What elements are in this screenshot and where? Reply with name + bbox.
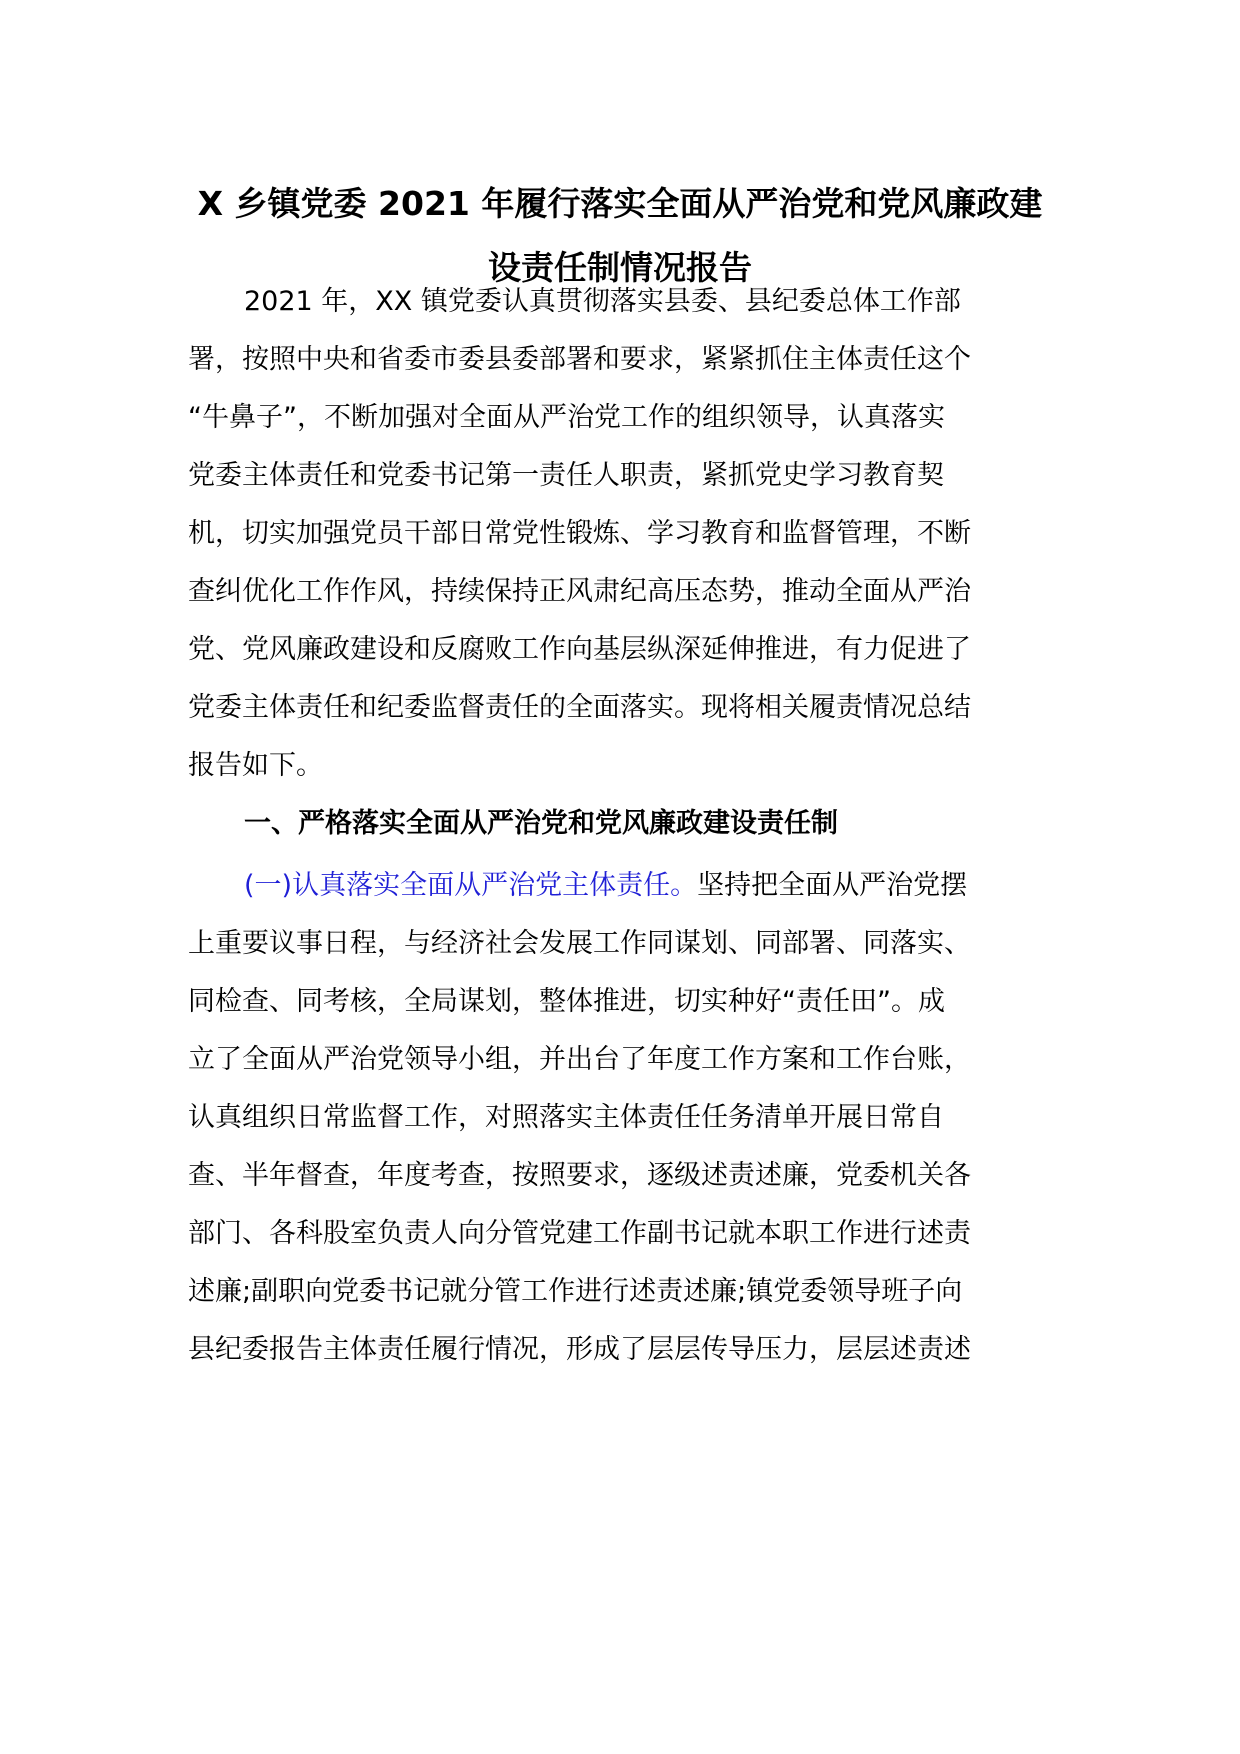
subsection-1-line: 立了全面从严治党领导小组，并出台了年度工作方案和工作台账， [188, 1044, 971, 1075]
subsection-1-first-line [244, 866, 967, 906]
title-line-2: 设责任制情况报告 [488, 248, 752, 287]
section-1-heading: 一、严格落实全面从严治党和党风廉政建设责任制 [244, 808, 838, 839]
intro-line: 党、党风廉政建设和反腐败工作向基层纵深延伸推进，有力促进了 [188, 634, 971, 665]
subsection-1-first-rest: 坚持把全面从严治党摆 [697, 870, 968, 901]
intro-line: 查纠优化工作作风，持续保持正风肃纪高压态势，推动全面从严治 [188, 576, 971, 607]
intro-line: 2021 年，XX 镇党委认真贯彻落实县委、县纪委总体工作部 [244, 286, 961, 317]
intro-line: 党委主体责任和纪委监督责任的全面落实。现将相关履责情况总结 [188, 692, 971, 723]
intro-line: 报告如下。 [188, 750, 323, 781]
subsection-1-line: 查、半年督查，年度考查，按照要求，逐级述责述廉，党委机关各 [188, 1160, 971, 1191]
subsection-1-line: 县纪委报告主体责任履行情况，形成了层层传导压力，层层述责述 [188, 1334, 971, 1365]
subsection-1-line: 部门、各科股室负责人向分管党建工作副书记就本职工作进行述责 [188, 1218, 971, 1249]
subsection-1-line: 述廉;副职向党委书记就分管工作进行述责述廉;镇党委领导班子向 [188, 1276, 963, 1307]
document-title [150, 172, 1090, 300]
title-line-1: X 乡镇党委 2021 年履行落实全面从严治党和党风廉政建 [197, 184, 1043, 223]
subsection-1-title: (一)认真落实全面从严治党主体责任。 [244, 870, 698, 901]
subsection-1-line: 同检查、同考核，全局谋划，整体推进，切实种好“责任田”。成 [188, 986, 945, 1017]
intro-line: 机，切实加强党员干部日常党性锻炼、学习教育和监督管理，不断 [188, 518, 971, 549]
intro-line: 署，按照中央和省委市委县委部署和要求，紧紧抓住主体责任这个 [188, 344, 971, 375]
intro-line: “牛鼻子”，不断加强对全面从严治党工作的组织领导，认真落实 [188, 402, 945, 433]
subsection-1-line: 认真组织日常监督工作，对照落实主体责任任务清单开展日常自 [188, 1102, 944, 1133]
subsection-1-line: 上重要议事日程，与经济社会发展工作同谋划、同部署、同落实、 [188, 928, 971, 959]
intro-line: 党委主体责任和党委书记第一责任人职责，紧抓党史学习教育契 [188, 460, 944, 491]
